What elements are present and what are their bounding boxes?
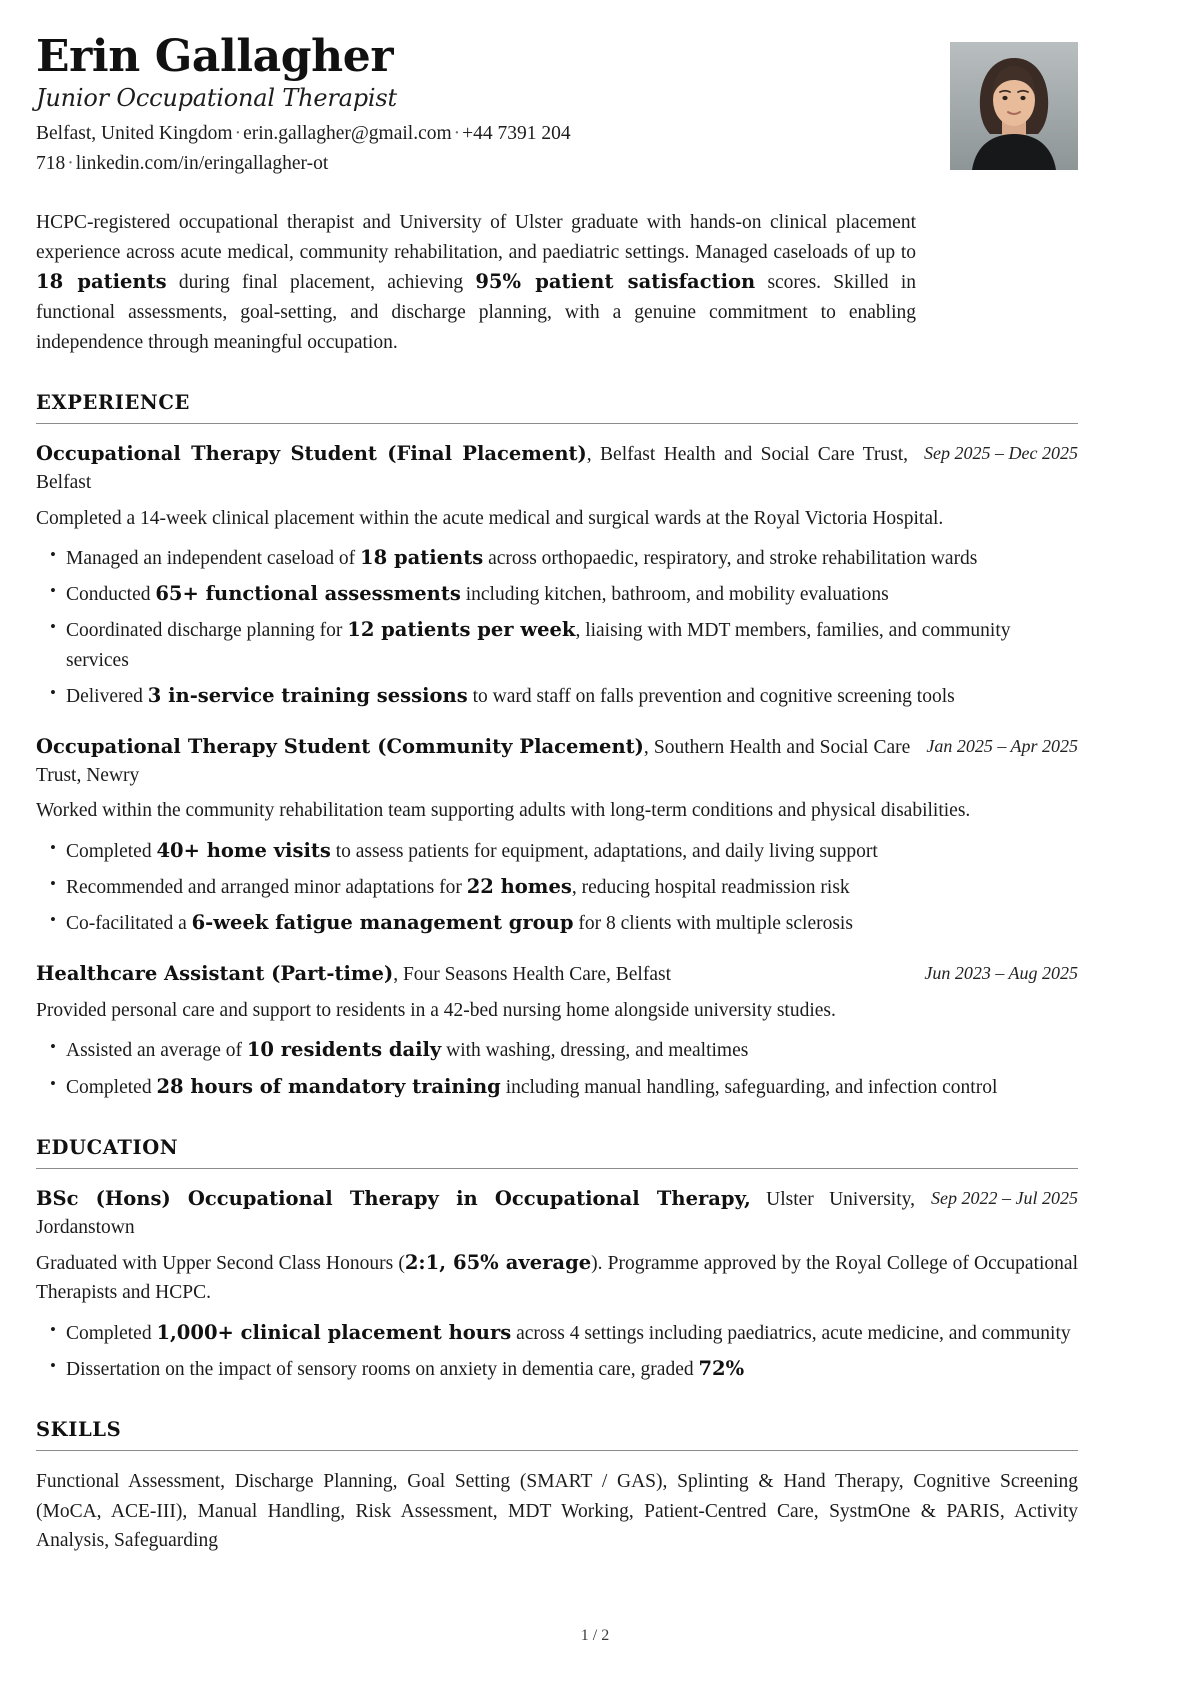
- experience-section-title: EXPERIENCE: [36, 391, 190, 415]
- entry-header: [36, 1185, 1078, 1241]
- bullet-post: with washing, dressing, and mealtimes: [441, 1040, 749, 1062]
- education-entry: [36, 1185, 1078, 1384]
- job-title: Healthcare Assistant (Part-time): [36, 962, 394, 986]
- bullet-highlight: 10 residents daily: [246, 1038, 442, 1062]
- contact-location: Belfast, United Kingdom: [36, 122, 233, 144]
- entry-header: [36, 960, 1078, 989]
- contact-separator: ·: [234, 122, 242, 144]
- bullet-highlight: 18 patients: [360, 545, 484, 569]
- summary-part-3: scores. Skilled in functional assessments, goal-setting, and discharge planning, with a genuine commitment to enabling independence through meaningful occupation.: [36, 272, 916, 353]
- summary-part-2: during final placement, achieving: [166, 272, 476, 294]
- list-item: [36, 872, 1078, 902]
- job-bullet-list: [36, 836, 1078, 939]
- education-grade-highlight: 2:1, 65% average: [404, 1251, 592, 1275]
- bullet-pre: Dissertation on the impact of sensory rooms on anxiety in dementia care, graded: [66, 1358, 699, 1380]
- contact-separator: ·: [453, 122, 461, 144]
- professional-summary: [36, 208, 916, 357]
- contact-line: [36, 119, 736, 179]
- bullet-highlight: 3 in-service training sessions: [147, 683, 468, 707]
- job-bullet-list: [36, 543, 1078, 711]
- bullet-post: , liaising with MDT members, families, and community services: [66, 620, 1011, 671]
- candidate-role: Junior Occupational Therapist: [36, 83, 397, 112]
- bullet-pre: Completed: [66, 1076, 157, 1098]
- list-item: [36, 1318, 1078, 1348]
- institution-name: Ulster University, Jordanstown: [36, 1188, 916, 1238]
- bullet-highlight: 6-week fatigue management group: [191, 911, 574, 935]
- contact-phone[interactable]: +44 7391 204 718: [36, 122, 571, 174]
- bullet-highlight: 72%: [698, 1356, 745, 1380]
- skills-list: Functional Assessment, Discharge Planning, Goal Setting (SMART / GAS), Splinting & Hand Therapy, Cognitive Screening (MoCA, ACE-III), Manual Handling, Risk Assessment, MDT Working, Patient-Centred Care, SystmOne & PARIS, Activity Analysis, Safeguarding: [36, 1471, 1078, 1552]
- bullet-pre: Assisted an average of: [66, 1040, 247, 1062]
- summary-highlight-patients: 18 patients: [36, 270, 167, 294]
- entry-header: [36, 440, 1078, 496]
- list-item: [36, 1072, 1078, 1102]
- job-company: , Four Seasons Health Care, Belfast: [393, 964, 672, 986]
- entry-heading: [36, 733, 910, 789]
- list-item: [36, 543, 1078, 573]
- entry-heading: [36, 440, 908, 496]
- section-divider: [36, 1168, 1078, 1169]
- list-item: [36, 1354, 1078, 1384]
- job-description: Worked within the community rehabilitation team supporting adults with long-term conditions and physical disabilities.: [36, 800, 971, 822]
- list-item: [36, 579, 1078, 609]
- skills-section-title: SKILLS: [36, 1418, 122, 1442]
- job-title: Occupational Therapy Student (Community Placement): [36, 735, 644, 758]
- bullet-highlight: 40+ home visits: [156, 838, 331, 862]
- bullet-pre: Recommended and arranged minor adaptations for: [66, 876, 467, 898]
- contact-email[interactable]: erin.gallagher@gmail.com: [243, 122, 452, 144]
- experience-entry: [36, 960, 1078, 1101]
- education-section: [36, 1136, 1078, 1384]
- education-date-range: Sep 2022 – Jul 2025: [931, 1187, 1078, 1208]
- resume-header: [36, 31, 1078, 182]
- job-company: , Southern Health and Social Care Trust, Newry: [36, 737, 911, 786]
- education-desc-pre: Graduated with Upper Second Class Honours (: [36, 1253, 405, 1275]
- summary-part-1: HCPC-registered occupational therapist and University of Ulster graduate with hands-on clinical placement experience across acute medical, community rehabilitation, and paediatric settings. Managed caseloads of up to: [36, 212, 916, 263]
- job-date-range: Jun 2023 – Aug 2025: [924, 963, 1078, 984]
- job-date-range: Jan 2025 – Apr 2025: [926, 736, 1078, 756]
- bullet-pre: Completed: [66, 1322, 157, 1344]
- bullet-highlight: 65+ functional assessments: [155, 582, 461, 605]
- job-title: Occupational Therapy Student (Final Placement): [36, 442, 587, 466]
- bullet-highlight: 12 patients per week: [347, 618, 576, 642]
- page-indicator: 1 / 2: [580, 1627, 610, 1644]
- experience-section: [36, 391, 1078, 1102]
- bullet-pre: Completed: [66, 840, 157, 862]
- list-item: [36, 1035, 1078, 1065]
- section-divider: [36, 1450, 1078, 1451]
- bullet-highlight: 22 homes: [466, 874, 572, 898]
- contact-separator: ·: [67, 152, 74, 174]
- profile-photo: [950, 42, 1078, 170]
- list-item: [36, 836, 1078, 866]
- education-bullet-list: [36, 1318, 1078, 1385]
- list-item: [36, 908, 1078, 938]
- entry-heading: [36, 1185, 915, 1241]
- job-company: , Belfast Health and Social Care Trust, Belfast: [36, 444, 909, 493]
- section-divider: [36, 423, 1078, 424]
- job-description: Provided personal care and support to residents in a 42-bed nursing home alongside university studies.: [36, 1000, 836, 1022]
- job-date-range: Sep 2025 – Dec 2025: [924, 443, 1078, 464]
- education-description: [36, 1248, 1078, 1308]
- bullet-highlight: 1,000+ clinical placement hours: [156, 1320, 512, 1344]
- bullet-pre: Delivered: [66, 685, 148, 707]
- bullet-pre: Managed an independent caseload of: [66, 547, 361, 569]
- bullet-post: to ward staff on falls prevention and cognitive screening tools: [467, 685, 955, 707]
- bullet-highlight: 28 hours of mandatory training: [156, 1074, 501, 1098]
- bullet-pre: Conducted: [66, 584, 156, 605]
- experience-entry: [36, 440, 1078, 711]
- bullet-post: across 4 settings including paediatrics, acute medicine, and community: [511, 1322, 1071, 1344]
- education-desc-post: ). Programme approved by the Royal College of Occupational Therapists and HCPC.: [36, 1253, 1078, 1304]
- contact-linkedin[interactable]: linkedin.com/in/eringallagher-ot: [75, 152, 329, 174]
- bullet-post: across orthopaedic, respiratory, and stroke rehabilitation wards: [483, 547, 978, 569]
- degree-title: BSc (Hons) Occupational Therapy in Occupational Therapy,: [36, 1186, 751, 1210]
- bullet-post: including kitchen, bathroom, and mobility evaluations: [460, 584, 889, 605]
- bullet-post: , reducing hospital readmission risk: [571, 876, 850, 898]
- candidate-name: Erin Gallagher: [36, 31, 394, 82]
- education-section-title: EDUCATION: [36, 1135, 179, 1159]
- job-bullet-list: [36, 1035, 1078, 1102]
- entry-header: [36, 733, 1078, 789]
- bullet-post: to assess patients for equipment, adaptations, and daily living support: [330, 840, 878, 862]
- list-item: [36, 615, 1078, 675]
- entry-heading: [36, 960, 908, 989]
- bullet-pre: Co-facilitated a: [66, 913, 192, 935]
- summary-highlight-satisfaction: 95% patient satisfaction: [475, 270, 756, 294]
- bullet-post: for 8 clients with multiple sclerosis: [573, 913, 853, 935]
- skills-section: [36, 1418, 1078, 1556]
- bullet-post: including manual handling, safeguarding, and infection control: [500, 1076, 998, 1098]
- job-description: Completed a 14-week clinical placement within the acute medical and surgical wards at the Royal Victoria Hospital.: [36, 507, 944, 529]
- list-item: [36, 681, 1078, 711]
- bullet-pre: Coordinated discharge planning for: [66, 620, 348, 642]
- experience-entry: [36, 733, 1078, 938]
